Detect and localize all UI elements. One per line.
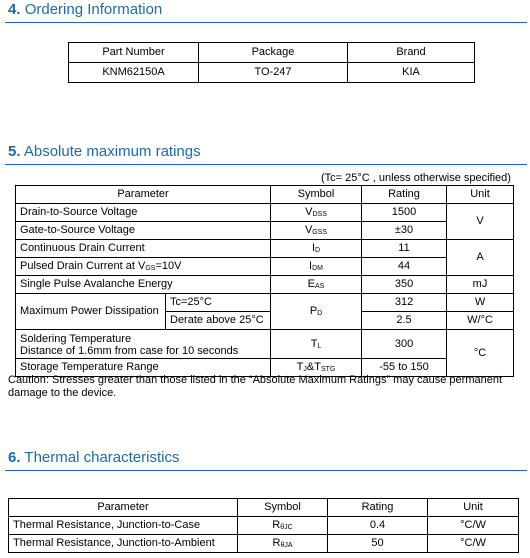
unit-cell: W — [447, 294, 514, 312]
symbol-cell: $R_{\theta JC}$ — [238, 517, 328, 535]
table-row — [16, 294, 514, 312]
section-number: 4. — [8, 1, 21, 18]
table-row — [16, 258, 514, 276]
header-parameter: Parameter — [16, 186, 271, 204]
table-row — [16, 330, 514, 359]
section-heading-absmax — [8, 143, 201, 160]
header-symbol: Symbol — [271, 186, 362, 204]
symbol-cell: $E_{AS}$ — [271, 276, 362, 294]
rating-cell: 312 — [362, 294, 447, 312]
header-symbol: Symbol — [238, 499, 328, 517]
section-heading-ordering — [8, 1, 162, 18]
param-cell: Thermal Resistance, Junction-to-Case — [9, 517, 238, 535]
ordering-table — [68, 42, 475, 83]
table-row — [9, 517, 519, 535]
section-title: Thermal characteristics — [24, 449, 180, 466]
section-heading-thermal — [8, 449, 179, 466]
param-cell: Continuous Drain Current — [16, 240, 271, 258]
header-package: Package — [199, 43, 348, 63]
table-row — [9, 535, 519, 553]
section-title: Ordering Information — [24, 1, 163, 18]
symbol-cell: $P_D$ — [271, 294, 362, 330]
param-cell: Drain-to-Source Voltage — [16, 204, 271, 222]
rating-cell: 300 — [362, 330, 447, 359]
section-number: 6. — [8, 449, 21, 466]
absmax-table — [15, 185, 514, 377]
section-rule — [5, 22, 527, 23]
absmax-conditions-note: (Tc= 25°C , unless otherwise specified) — [321, 172, 511, 184]
header-rating: Rating — [362, 186, 447, 204]
rating-cell: ±30 — [362, 222, 447, 240]
symbol-cell: $V_{DSS}$ — [271, 204, 362, 222]
symbol-cell: $V_{GSS}$ — [271, 222, 362, 240]
unit-cell: °C/W — [428, 517, 519, 535]
param-cell: Storage Temperature Range — [16, 359, 271, 377]
unit-cell: A — [447, 240, 514, 276]
section-rule — [5, 470, 527, 471]
rating-cell: 50 — [328, 535, 428, 553]
param-cell: Single Pulse Avalanche Energy — [16, 276, 271, 294]
caution-text: Caution: Stresses greater than those listed in the “Absolute Maximum Ratings” may cause permanent damage to the device. — [8, 374, 503, 399]
unit-cell: W/°C — [447, 312, 514, 330]
rating-cell: 350 — [362, 276, 447, 294]
symbol-cell: $T_L$ — [271, 330, 362, 359]
condition-cell: Derate above 25°C — [166, 312, 271, 330]
header-part-number: Part Number — [69, 43, 199, 63]
table-row — [16, 222, 514, 240]
table-row — [16, 276, 514, 294]
thermal-table — [8, 498, 519, 553]
header-unit: Unit — [428, 499, 519, 517]
symbol-cell: $T_J\&T_{STG}$ — [271, 359, 362, 377]
unit-cell: V — [447, 204, 514, 240]
table-row — [16, 240, 514, 258]
table-row — [16, 204, 514, 222]
section-number: 5. — [8, 143, 21, 160]
cell-brand: KIA — [348, 63, 475, 83]
symbol-cell: $I_D$ — [271, 240, 362, 258]
rating-cell: -55 to 150 — [362, 359, 447, 377]
cell-package: TO-247 — [199, 63, 348, 83]
cell-part-number: KNM62150A — [69, 63, 199, 83]
param-cell: Soldering Temperature Distance of 1.6mm from case for 10 seconds — [16, 330, 271, 359]
condition-cell: Tc=25°C — [166, 294, 271, 312]
symbol-cell: $I_{DM}$ — [271, 258, 362, 276]
param-cell: Pulsed Drain Current at $V_{GS}=10V$ — [16, 258, 271, 276]
section-title: Absolute maximum ratings — [23, 143, 201, 160]
header-unit: Unit — [447, 186, 514, 204]
param-cell: Thermal Resistance, Junction-to-Ambient — [9, 535, 238, 553]
header-brand: Brand — [348, 43, 475, 63]
symbol-cell: $R_{\theta JA}$ — [238, 535, 328, 553]
rating-cell: 11 — [362, 240, 447, 258]
unit-cell: °C/W — [428, 535, 519, 553]
rating-cell: 0.4 — [328, 517, 428, 535]
rating-cell: 1500 — [362, 204, 447, 222]
param-cell: Gate-to-Source Voltage — [16, 222, 271, 240]
header-parameter: Parameter — [9, 499, 238, 517]
unit-cell: °C — [447, 330, 514, 377]
param-cell: Maximum Power Dissipation — [16, 294, 166, 330]
rating-cell: 44 — [362, 258, 447, 276]
section-rule — [5, 164, 527, 165]
rating-cell: 2.5 — [362, 312, 447, 330]
header-rating: Rating — [328, 499, 428, 517]
unit-cell: mJ — [447, 276, 514, 294]
